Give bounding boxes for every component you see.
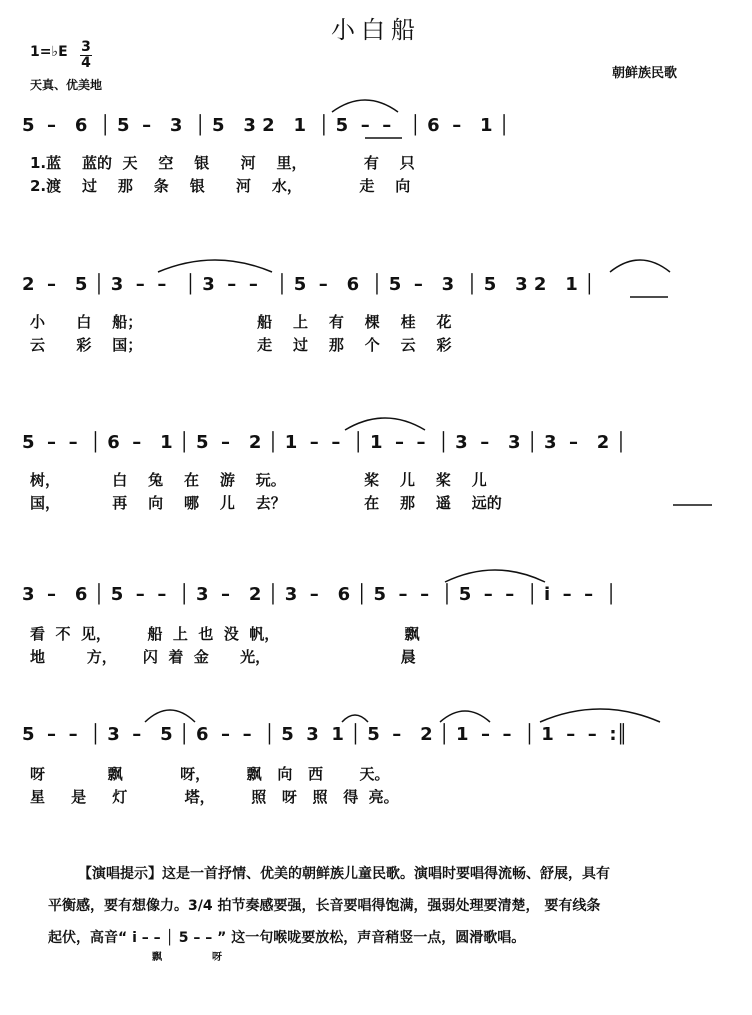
- notation-line: 2 – 5 │ 3 – – │ 3 – – │ 5 – 6 │ 5 – 3 │ 5 3 2 1 │: [22, 274, 595, 295]
- performance-tips: [48, 858, 718, 954]
- tips-text-1: 这是一首抒情、优美的朝鲜族儿童民歌。演唱时要唱得流畅、舒展，具有: [162, 866, 610, 882]
- slur-mark: [158, 260, 272, 272]
- tips-line-1: [78, 858, 718, 890]
- lyric-verse-2: 云 彩 国； 走 过 那 个 云 彩: [30, 336, 452, 354]
- lyric-verse-1: 呀 飘 呀， 飘 向 西 天。: [30, 765, 390, 783]
- slur-mark: [145, 710, 195, 722]
- lyric-verse-2: 地 方， 闪 着 金 光， 晨: [30, 648, 416, 666]
- slur-mark: [332, 100, 398, 112]
- notation-line: 5 – – │ 6 – 1 │ 5 – 2 │ 1 – – │ 1 – – │ 3 – 3 │ 3 – 2 │: [22, 432, 627, 453]
- tips-line-2: 平衡感，要有想像力。3/4 拍节奏感要强，长音要唱得饱满，强弱处理要清楚， 要有线条: [48, 898, 601, 914]
- lyric-verse-1: 看 不 见， 船 上 也 没 帆， 飘: [30, 625, 420, 643]
- tips-label: 【演唱提示】: [78, 866, 162, 882]
- tips-sub-lyric-1: 飘: [152, 952, 162, 963]
- meter-bottom: 4: [81, 55, 91, 71]
- expression-marking: 天真、优美地: [30, 78, 103, 92]
- lyric-verse-1: 1.蓝 蓝的 天 空 银 河 里， 有 只: [30, 154, 415, 172]
- tips-line-3: 起伏，高音“ i – – │ 5 – – ” 这一句喉咙要放松，声音稍竖一点，圆滑歌唱。: [48, 930, 526, 946]
- slur-mark: [445, 570, 545, 582]
- meter-top: 3: [81, 39, 91, 55]
- song-source: 朝鲜族民歌: [612, 66, 678, 81]
- slur-mark: [440, 711, 490, 722]
- slur-mark: [345, 418, 425, 430]
- notation-line: 3 – 6 │ 5 – – │ 3 – 2 │ 3 – 6 │ 5 – – │ 5 – – │ i – – │: [22, 584, 617, 605]
- key-signature: 1=♭E: [30, 44, 68, 60]
- song-title: 小白船: [331, 16, 421, 44]
- notation-line: 5 – 6 │ 5 – 3 │ 5 3 2 1 │ 5 – – │ 6 – 1 │: [22, 115, 510, 136]
- lyric-verse-2: 国， 再 向 哪 儿 去？ 在 那 遥 远的: [30, 494, 502, 512]
- slur-mark: [342, 715, 368, 722]
- tips-sub-lyric-2: 呀: [212, 952, 222, 963]
- lyric-verse-2: 星 是 灯 塔， 照 呀 照 得 亮。: [30, 788, 399, 806]
- lyric-verse-1: 树， 白 兔 在 游 玩。 桨 儿 桨 儿: [30, 471, 487, 489]
- lyric-verse-1: 小 白 船； 船 上 有 棵 桂 花: [30, 313, 452, 331]
- lyric-verse-2: 2.渡 过 那 条 银 河 水， 走 向: [30, 177, 411, 195]
- slur-mark: [610, 260, 670, 272]
- slur-mark: [540, 709, 660, 722]
- notation-line: 5 – – │ 3 – 5 │ 6 – – │ 5 3 1 │ 5 – 2 │ 1 – – │ 1 – – :║: [22, 724, 628, 745]
